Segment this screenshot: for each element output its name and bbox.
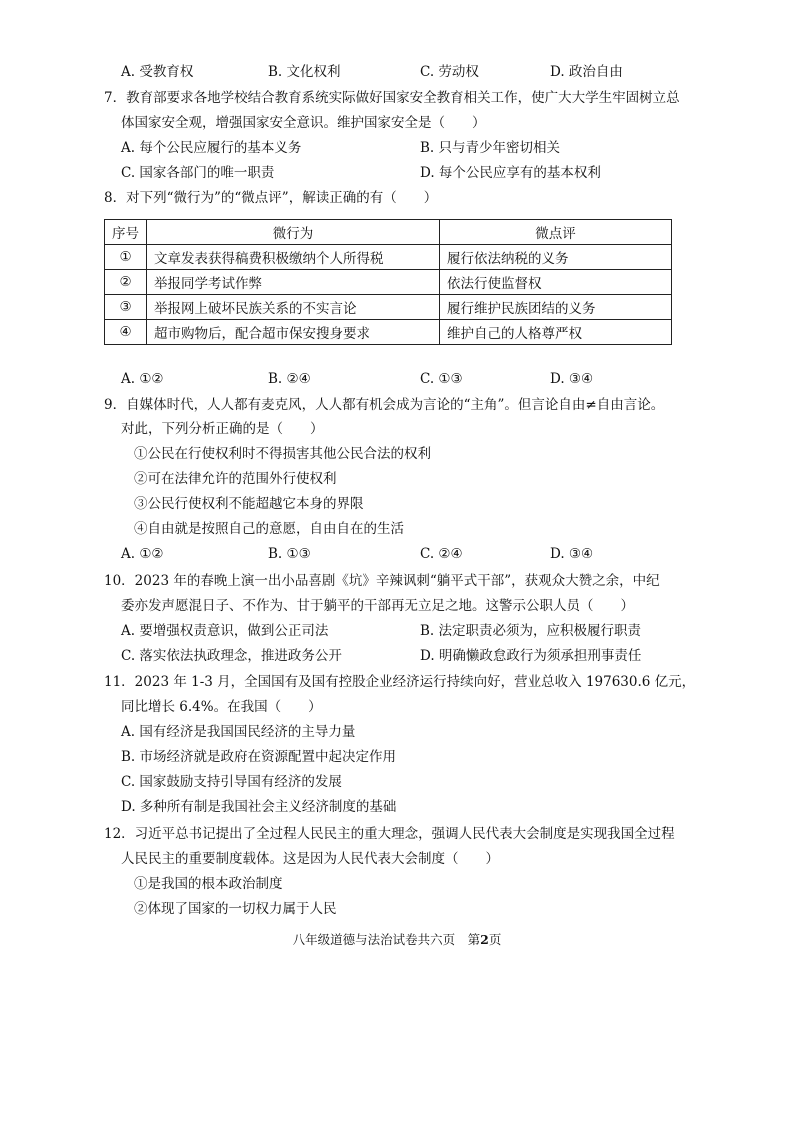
footer-text: 八年级道德与法治试卷共六页 第 [292,932,481,947]
q7-option-c: C. 国家各部门的唯一职责 [121,165,275,181]
q12-item-1: ①是我国的根本政治制度 [134,876,283,892]
q9-option-b: B. ①③ [268,546,311,562]
q11-option-b: B. 市场经济就是政府在资源配置中起决定作用 [121,749,397,765]
row-index: ③ [105,295,147,320]
q9-item-4: ④自由就是按照自己的意愿，自由自在的生活 [134,521,404,537]
q9-item-1: ①公民在行使权利时不得损害其他公民合法的权利 [134,446,431,462]
q10-stem-cont: 委亦发声愿混日子、不作为、甘于躺平的干部再无立足之地。这警示公职人员（ ） [121,598,634,614]
q8-stem: 8．对下列“微行为”的“微点评”，解读正确的有（ ） [104,190,438,206]
q10-option-a: A. 要增强权责意识，做到公正司法 [121,623,329,639]
q12-stem-cont: 人民民主的重要制度载体。这是因为人民代表大会制度（ ） [121,851,499,867]
q10-stem: 10．2023 年的春晚上演一出小品喜剧《坑》辛辣讽刺“躺平式干部”，获观众大赞之余，中纪 [104,573,660,589]
table-row [105,245,672,270]
row-behavior: 举报同学考试作弊 [147,270,440,295]
table-row [105,270,672,295]
q7-option-b: B. 只与青少年密切相关 [420,140,561,156]
q7-stem-cont: 体国家安全观，增强国家安全意识。维护国家安全是（ ） [121,115,486,131]
table-row [105,295,672,320]
q6-option-b: B. 文化权利 [268,64,341,80]
q7-option-a: A. 每个公民应履行的基本义务 [121,140,302,156]
q7-option-d: D. 每个公民应享有的基本权利 [420,165,601,181]
header-comment: 微点评 [440,220,672,245]
row-comment: 依法行使监督权 [440,270,672,295]
row-behavior: 超市购物后，配合超市保安搜身要求 [147,320,440,345]
q11-option-c: C. 国家鼓励支持引导国有经济的发展 [121,774,342,790]
q9-option-a: A. ①② [121,546,164,562]
q11-stem: 11．2023 年 1-3 月，全国国有及国有控股企业经济运行持续向好，营业总收入 197630.6 亿元， [104,674,696,690]
page-footer [0,930,794,948]
header-index: 序号 [105,220,147,245]
header-behavior: 微行为 [147,220,440,245]
q12-item-2: ②体现了国家的一切权力属于人民 [134,901,337,917]
q10-option-c: C. 落实依法执政理念，推进政务公开 [121,648,342,664]
q11-stem-cont: 同比增长 6.4%。在我国（ ） [121,699,322,715]
q8-option-c: C. ①③ [420,371,463,387]
q8-option-b: B. ②④ [268,371,311,387]
q8-option-d: D. ③④ [550,371,594,387]
q6-option-d: D. 政治自由 [550,64,623,80]
q8-table-header [105,220,672,245]
q9-option-d: D. ③④ [550,546,594,562]
q9-stem: 9．自媒体时代，人人都有麦克风，人人都有机会成为言论的“主角”。但言论自由≠自由言论。 [104,397,665,413]
q9-item-3: ③公民行使权利不能超越它本身的界限 [134,496,364,512]
q10-option-d: D. 明确懒政怠政行为须承担刑事责任 [420,648,642,664]
q6-option-a: A. 受教育权 [121,64,194,80]
row-comment: 履行依法纳税的义务 [440,245,672,270]
row-behavior: 举报网上破坏民族关系的不实言论 [147,295,440,320]
q12-stem: 12．习近平总书记提出了全过程人民民主的重大理念，强调人民代表大会制度是实现我国全过程 [104,826,675,842]
table-row [105,320,672,345]
q9-stem-cont: 对此，下列分析正确的是（ ） [121,421,324,437]
q10-option-b: B. 法定职责必须为，应积极履行职责 [420,623,642,639]
row-index: ④ [105,320,147,345]
q9-item-2: ②可在法律允许的范围外行使权利 [134,471,337,487]
q11-option-a: A. 国有经济是我国国民经济的主导力量 [121,724,356,740]
footer-suffix: 页 [488,932,502,947]
footer-page-number: 2 [480,932,489,947]
row-behavior: 文章发表获得稿费积极缴纳个人所得税 [147,245,440,270]
q6-option-c: C. 劳动权 [420,64,479,80]
row-comment: 履行维护民族团结的义务 [440,295,672,320]
q7-stem: 7．教育部要求各地学校结合教育系统实际做好国家安全教育相关工作，使广大大学生牢固树立总 [104,90,680,106]
row-comment: 维护自己的人格尊严权 [440,320,672,345]
q9-option-c: C. ②④ [420,546,463,562]
q8-table [104,219,672,345]
q8-option-a: A. ①② [121,371,164,387]
row-index: ① [105,245,147,270]
q11-option-d: D. 多种所有制是我国社会主义经济制度的基础 [121,799,397,815]
row-index: ② [105,270,147,295]
